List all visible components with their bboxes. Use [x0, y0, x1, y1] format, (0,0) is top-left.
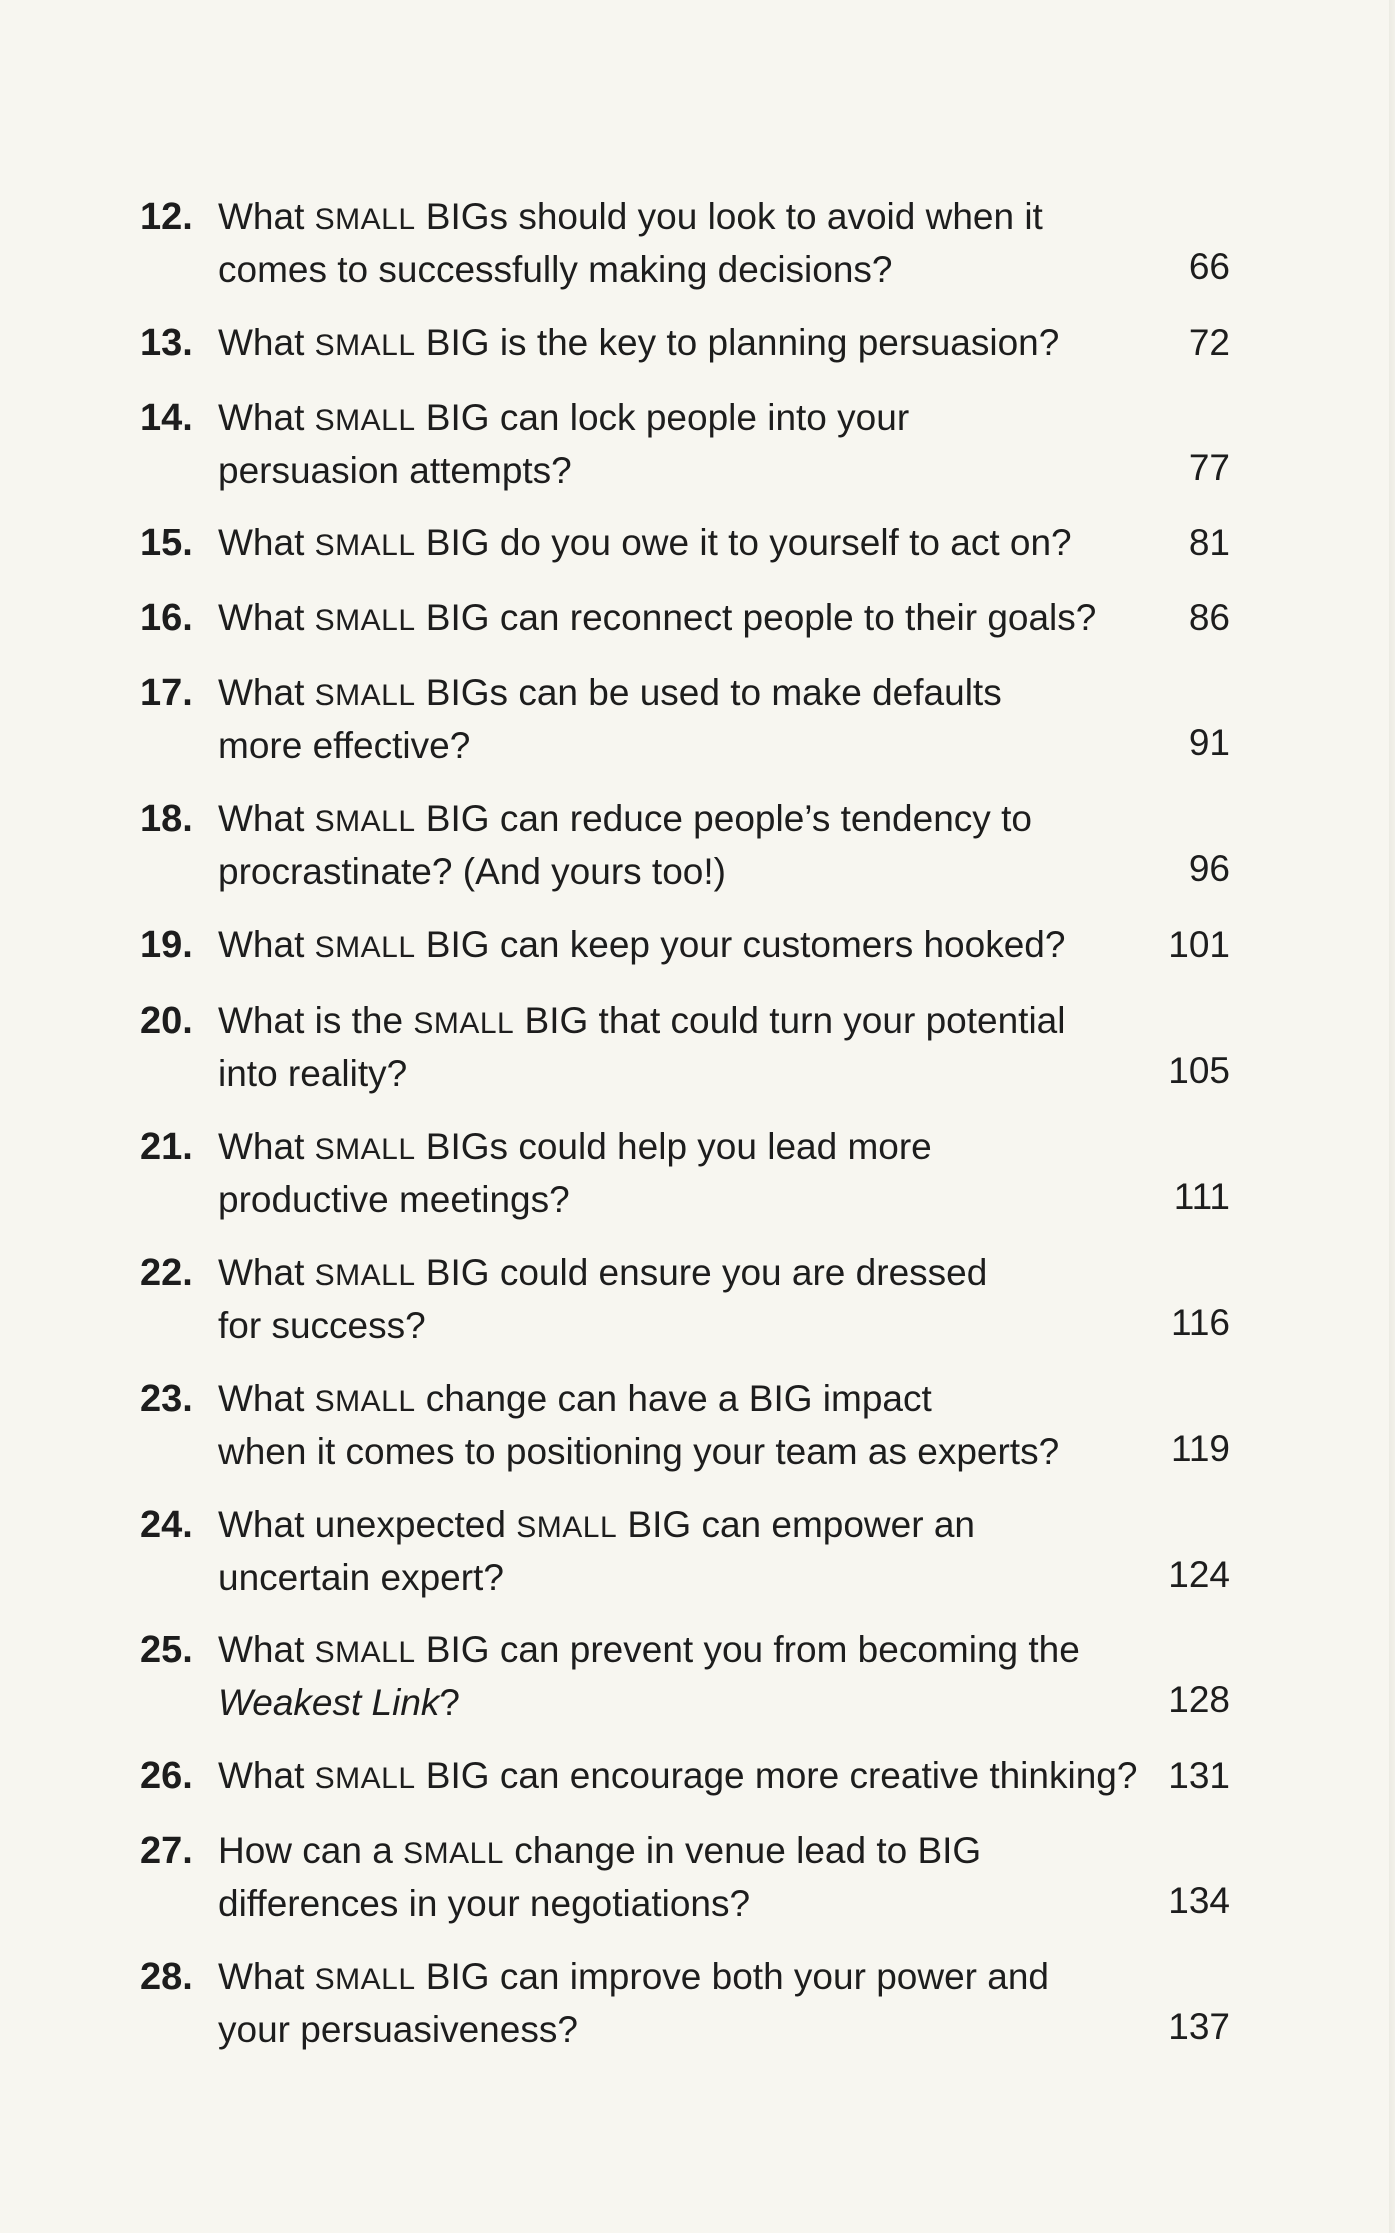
- title-text: What: [218, 798, 315, 839]
- page-number: 119: [1171, 1428, 1230, 1469]
- page-number: 111: [1173, 1176, 1230, 1217]
- title-text: What is the: [218, 1000, 414, 1041]
- title-text: What: [218, 1378, 315, 1419]
- title-text: BIGs should you look to avoid when it: [415, 196, 1043, 237]
- entry-number: 23.: [140, 1378, 193, 1420]
- entry-title-line: [218, 668, 1178, 721]
- title-text: into reality?: [218, 1053, 408, 1094]
- entry-title-line: [218, 1427, 1178, 1477]
- entry-title-line: [218, 1879, 1178, 1929]
- title-text: BIG can encourage more creative thinking?: [415, 1755, 1138, 1796]
- page-number: 116: [1171, 1302, 1230, 1343]
- entry-title: [218, 920, 1178, 973]
- title-text: BIG can improve both your power and: [415, 1956, 1049, 1997]
- entry-title: [218, 518, 1178, 571]
- entry-title-line: [218, 1625, 1178, 1678]
- entry-title-line: [218, 1500, 1178, 1553]
- entry-title: [218, 1374, 1178, 1477]
- title-text: What: [218, 1755, 315, 1796]
- entry-number: 17.: [140, 672, 193, 714]
- title-text: What: [218, 1629, 315, 1670]
- entry-title-line: [218, 1553, 1178, 1603]
- title-text: BIG could ensure you are dressed: [415, 1252, 988, 1293]
- small-caps-text: SMALL: [314, 1133, 416, 1166]
- entry-number: 13.: [140, 322, 193, 364]
- title-text: when it comes to positioning your team as experts?: [218, 1431, 1060, 1472]
- title-text: What: [218, 597, 315, 638]
- small-caps-text: SMALL: [413, 1007, 515, 1040]
- page-number: 137: [1168, 2006, 1230, 2047]
- title-text: BIGs could help you lead more: [415, 1126, 932, 1167]
- entry-title-line: [218, 1952, 1178, 2005]
- page-number: 81: [1188, 522, 1230, 563]
- page-number: 66: [1188, 246, 1230, 287]
- title-text: persuasion attempts?: [218, 450, 572, 491]
- entry-title-line: [218, 245, 1178, 295]
- entry-number: 27.: [140, 1830, 193, 1872]
- entry-title-line: [218, 1374, 1178, 1427]
- small-caps-text: SMALL: [314, 1385, 416, 1418]
- entry-title-line: [218, 1175, 1178, 1225]
- small-caps-text: SMALL: [403, 1837, 504, 1870]
- entry-title-line: [218, 1301, 1178, 1351]
- title-text: What: [218, 924, 315, 965]
- entry-number: 20.: [140, 1000, 193, 1042]
- page-number: 124: [1168, 1554, 1230, 1595]
- title-text: What: [218, 322, 315, 363]
- page-number: 96: [1188, 848, 1230, 889]
- entry-title-line: [218, 721, 1178, 771]
- entry-number: 19.: [140, 924, 193, 966]
- title-text: uncertain expert?: [218, 1557, 504, 1598]
- title-text: differences in your negotiations?: [218, 1883, 751, 1924]
- entry-title-line: [218, 2005, 1178, 2055]
- title-text: BIG can reduce people’s tendency to: [415, 798, 1032, 839]
- title-text: BIG that could turn your potential: [514, 1000, 1066, 1041]
- small-caps-text: SMALL: [314, 529, 416, 562]
- title-text: BIG is the key to planning persuasion?: [415, 322, 1060, 363]
- small-caps-text: SMALL: [314, 1762, 416, 1795]
- title-text: procrastinate? (And yours too!): [218, 851, 726, 892]
- title-text: BIG can empower an: [617, 1504, 975, 1545]
- title-text: BIG can reconnect people to their goals?: [415, 597, 1097, 638]
- entry-title-line: [218, 1751, 1178, 1804]
- entry-title: [218, 593, 1178, 646]
- title-text: BIG can lock people into your: [415, 397, 910, 438]
- entry-title: [218, 192, 1178, 295]
- small-caps-text: SMALL: [314, 203, 416, 236]
- entry-title-line: [218, 847, 1178, 897]
- page-number: 105: [1168, 1050, 1230, 1091]
- title-text: What: [218, 397, 315, 438]
- entry-title-line: [218, 318, 1178, 371]
- title-text: What: [218, 196, 315, 237]
- entry-title: [218, 1500, 1178, 1603]
- title-text: What unexpected: [218, 1504, 517, 1545]
- entry-title: [218, 794, 1178, 897]
- entry-number: 22.: [140, 1252, 193, 1294]
- entry-title-line: [218, 1678, 1178, 1728]
- title-text: for success?: [218, 1305, 426, 1346]
- entry-title: [218, 1952, 1178, 2055]
- entry-number: 16.: [140, 597, 193, 639]
- entry-number: 15.: [140, 522, 193, 564]
- entry-title: [218, 1122, 1178, 1225]
- entry-title: [218, 1826, 1178, 1929]
- entry-number: 21.: [140, 1126, 193, 1168]
- entry-number: 25.: [140, 1629, 193, 1671]
- entry-title: [218, 1248, 1178, 1351]
- page-number: 131: [1168, 1755, 1230, 1796]
- entry-title: [218, 1625, 1178, 1728]
- entry-title-line: [218, 920, 1178, 973]
- title-text: What: [218, 1252, 315, 1293]
- entry-title-line: [218, 393, 1178, 446]
- page-number: 86: [1188, 597, 1230, 638]
- small-caps-text: SMALL: [314, 1259, 416, 1292]
- small-caps-text: SMALL: [314, 604, 416, 637]
- entry-title-line: [218, 518, 1178, 571]
- entry-number: 18.: [140, 798, 193, 840]
- entry-title-line: [218, 1248, 1178, 1301]
- small-caps-text: SMALL: [516, 1511, 618, 1544]
- small-caps-text: SMALL: [314, 1963, 416, 1996]
- entry-title-line: [218, 794, 1178, 847]
- entry-number: 24.: [140, 1504, 193, 1546]
- entry-title-line: [218, 446, 1178, 496]
- title-text: How can a: [218, 1830, 404, 1871]
- entry-title: [218, 996, 1178, 1099]
- small-caps-text: SMALL: [314, 329, 416, 362]
- title-text: more effective?: [218, 725, 471, 766]
- entry-number: 26.: [140, 1755, 193, 1797]
- entry-number: 12.: [140, 196, 193, 238]
- entry-title-line: [218, 1049, 1178, 1099]
- title-text: What: [218, 522, 315, 563]
- entry-title-line: [218, 1122, 1178, 1175]
- title-text: What: [218, 1956, 315, 1997]
- page-number: 77: [1188, 447, 1230, 488]
- italic-text: Weakest Link: [218, 1682, 440, 1723]
- entry-title: [218, 318, 1178, 371]
- title-text: BIG can keep your customers hooked?: [415, 924, 1066, 965]
- title-text: comes to successfully making decisions?: [218, 249, 893, 290]
- entry-title-line: [218, 593, 1178, 646]
- title-text: What: [218, 1126, 315, 1167]
- title-text: BIG do you owe it to yourself to act on?: [415, 522, 1072, 563]
- small-caps-text: SMALL: [314, 805, 416, 838]
- title-text: productive meetings?: [218, 1179, 570, 1220]
- page-number: 128: [1168, 1679, 1230, 1720]
- small-caps-text: SMALL: [314, 679, 416, 712]
- title-text: ?: [439, 1682, 460, 1723]
- title-text: BIG can prevent you from becoming the: [415, 1629, 1080, 1670]
- entry-title-line: [218, 192, 1178, 245]
- entry-number: 28.: [140, 1956, 193, 1998]
- title-text: BIGs can be used to make defaults: [415, 672, 1002, 713]
- page-number: 91: [1188, 722, 1230, 763]
- small-caps-text: SMALL: [314, 1636, 416, 1669]
- small-caps-text: SMALL: [314, 931, 416, 964]
- page-number: 101: [1168, 924, 1230, 965]
- title-text: change in venue lead to BIG: [503, 1830, 982, 1871]
- small-caps-text: SMALL: [314, 404, 416, 437]
- entry-number: 14.: [140, 397, 193, 439]
- title-text: change can have a BIG impact: [415, 1378, 932, 1419]
- page-number: 72: [1188, 322, 1230, 363]
- entry-title: [218, 1751, 1178, 1804]
- title-text: What: [218, 672, 315, 713]
- title-text: your persuasiveness?: [218, 2009, 578, 2050]
- page-number: 134: [1168, 1880, 1230, 1921]
- entry-title: [218, 668, 1178, 771]
- entry-title-line: [218, 1826, 1178, 1879]
- entry-title: [218, 393, 1178, 496]
- entry-title-line: [218, 996, 1178, 1049]
